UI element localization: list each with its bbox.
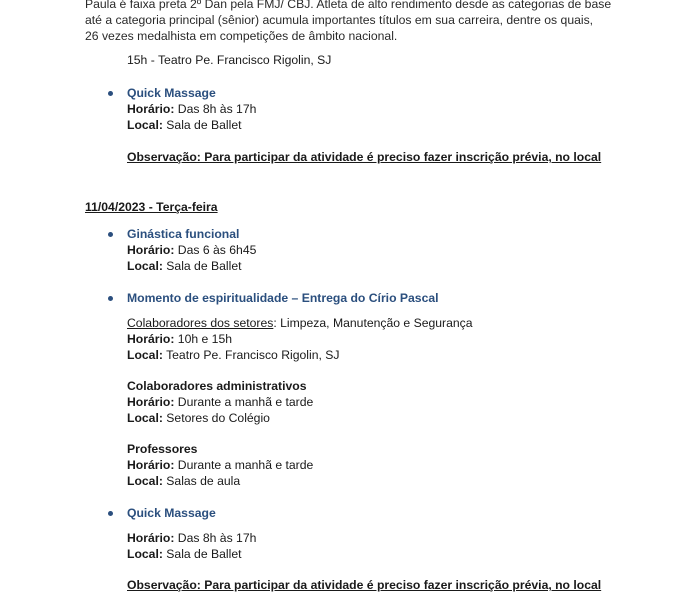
professores-local xyxy=(127,474,240,489)
qm2-local xyxy=(127,547,242,562)
qm1-title: Quick Massage xyxy=(127,86,216,100)
admin-local-value: Setores do Colégio xyxy=(166,411,270,425)
qm2-horario xyxy=(127,531,256,546)
ginastica-local-value: Sala de Ballet xyxy=(166,259,242,273)
ginastica-title: Ginástica funcional xyxy=(127,227,240,241)
setores-local xyxy=(127,348,339,363)
local-label: Local: xyxy=(127,411,163,425)
horario-label: Horário: xyxy=(127,531,175,545)
intro-time: 15h - Teatro Pe. Francisco Rigolin, SJ xyxy=(127,53,332,67)
bullet-icon xyxy=(108,296,113,301)
intro-line-1: Paula é faixa preta 2º Dan pela FMJ/ CBJ. Atleta de alto rendimento desde as categorias de base xyxy=(85,0,612,11)
horario-label: Horário: xyxy=(127,458,175,472)
professores-horario-value: Durante a manhã e tarde xyxy=(177,458,314,472)
obs-note-2: Observação: Para participar da atividade é preciso fazer inscrição prévia, no local xyxy=(127,578,602,592)
setores-heading-line xyxy=(127,316,473,331)
qm1-local xyxy=(127,118,242,133)
admin-local xyxy=(127,411,270,426)
setores-horario xyxy=(127,332,232,347)
local-label: Local: xyxy=(127,474,163,488)
professores-local-value: Salas de aula xyxy=(166,474,241,488)
qm1-local-value: Sala de Ballet xyxy=(166,118,242,132)
admin-horario-value: Durante a manhã e tarde xyxy=(177,395,314,409)
local-label: Local: xyxy=(127,348,163,362)
qm2-title: Quick Massage xyxy=(127,506,216,520)
horario-label: Horário: xyxy=(127,332,175,346)
admin-horario xyxy=(127,395,313,410)
setores-local-value: Teatro Pe. Francisco Rigolin, SJ xyxy=(166,348,340,362)
ginastica-horario-value: Das 6 às 6h45 xyxy=(177,243,257,257)
intro-line-3: 26 vezes medalhista em competições de âmbito nacional. xyxy=(85,29,398,43)
ginastica-local xyxy=(127,259,242,274)
qm2-horario-value: Das 8h às 17h xyxy=(177,531,257,545)
ginastica-horario xyxy=(127,243,256,258)
horario-label: Horário: xyxy=(127,243,175,257)
professores-heading: Professores xyxy=(127,442,198,456)
qm1-horario-value: Das 8h às 17h xyxy=(177,102,257,116)
bullet-icon xyxy=(108,232,113,237)
horario-label: Horário: xyxy=(127,395,175,409)
date-heading: 11/04/2023 - Terça-feira xyxy=(85,200,218,214)
espiritualidade-title: Momento de espiritualidade – Entrega do Círio Pascal xyxy=(127,291,439,305)
admin-heading: Colaboradores administrativos xyxy=(127,379,307,393)
obs-note-1: Observação: Para participar da atividade é preciso fazer inscrição prévia, no local xyxy=(127,150,602,164)
bullet-icon xyxy=(108,91,113,96)
setores-horario-value: 10h e 15h xyxy=(177,332,233,346)
local-label: Local: xyxy=(127,547,163,561)
qm1-horario xyxy=(127,102,256,117)
qm2-local-value: Sala de Ballet xyxy=(166,547,242,561)
professores-horario xyxy=(127,458,313,473)
local-label: Local: xyxy=(127,118,163,132)
setores-list: : Limpeza, Manutenção e Segurança xyxy=(273,316,473,330)
horario-label: Horário: xyxy=(127,102,175,116)
intro-line-2: até a categoria principal (sênior) acumula importantes títulos em sua carreira, dentre os quais, xyxy=(85,13,594,27)
setores-heading: Colaboradores dos setores xyxy=(127,316,274,330)
bullet-icon xyxy=(108,511,113,516)
local-label: Local: xyxy=(127,259,163,273)
